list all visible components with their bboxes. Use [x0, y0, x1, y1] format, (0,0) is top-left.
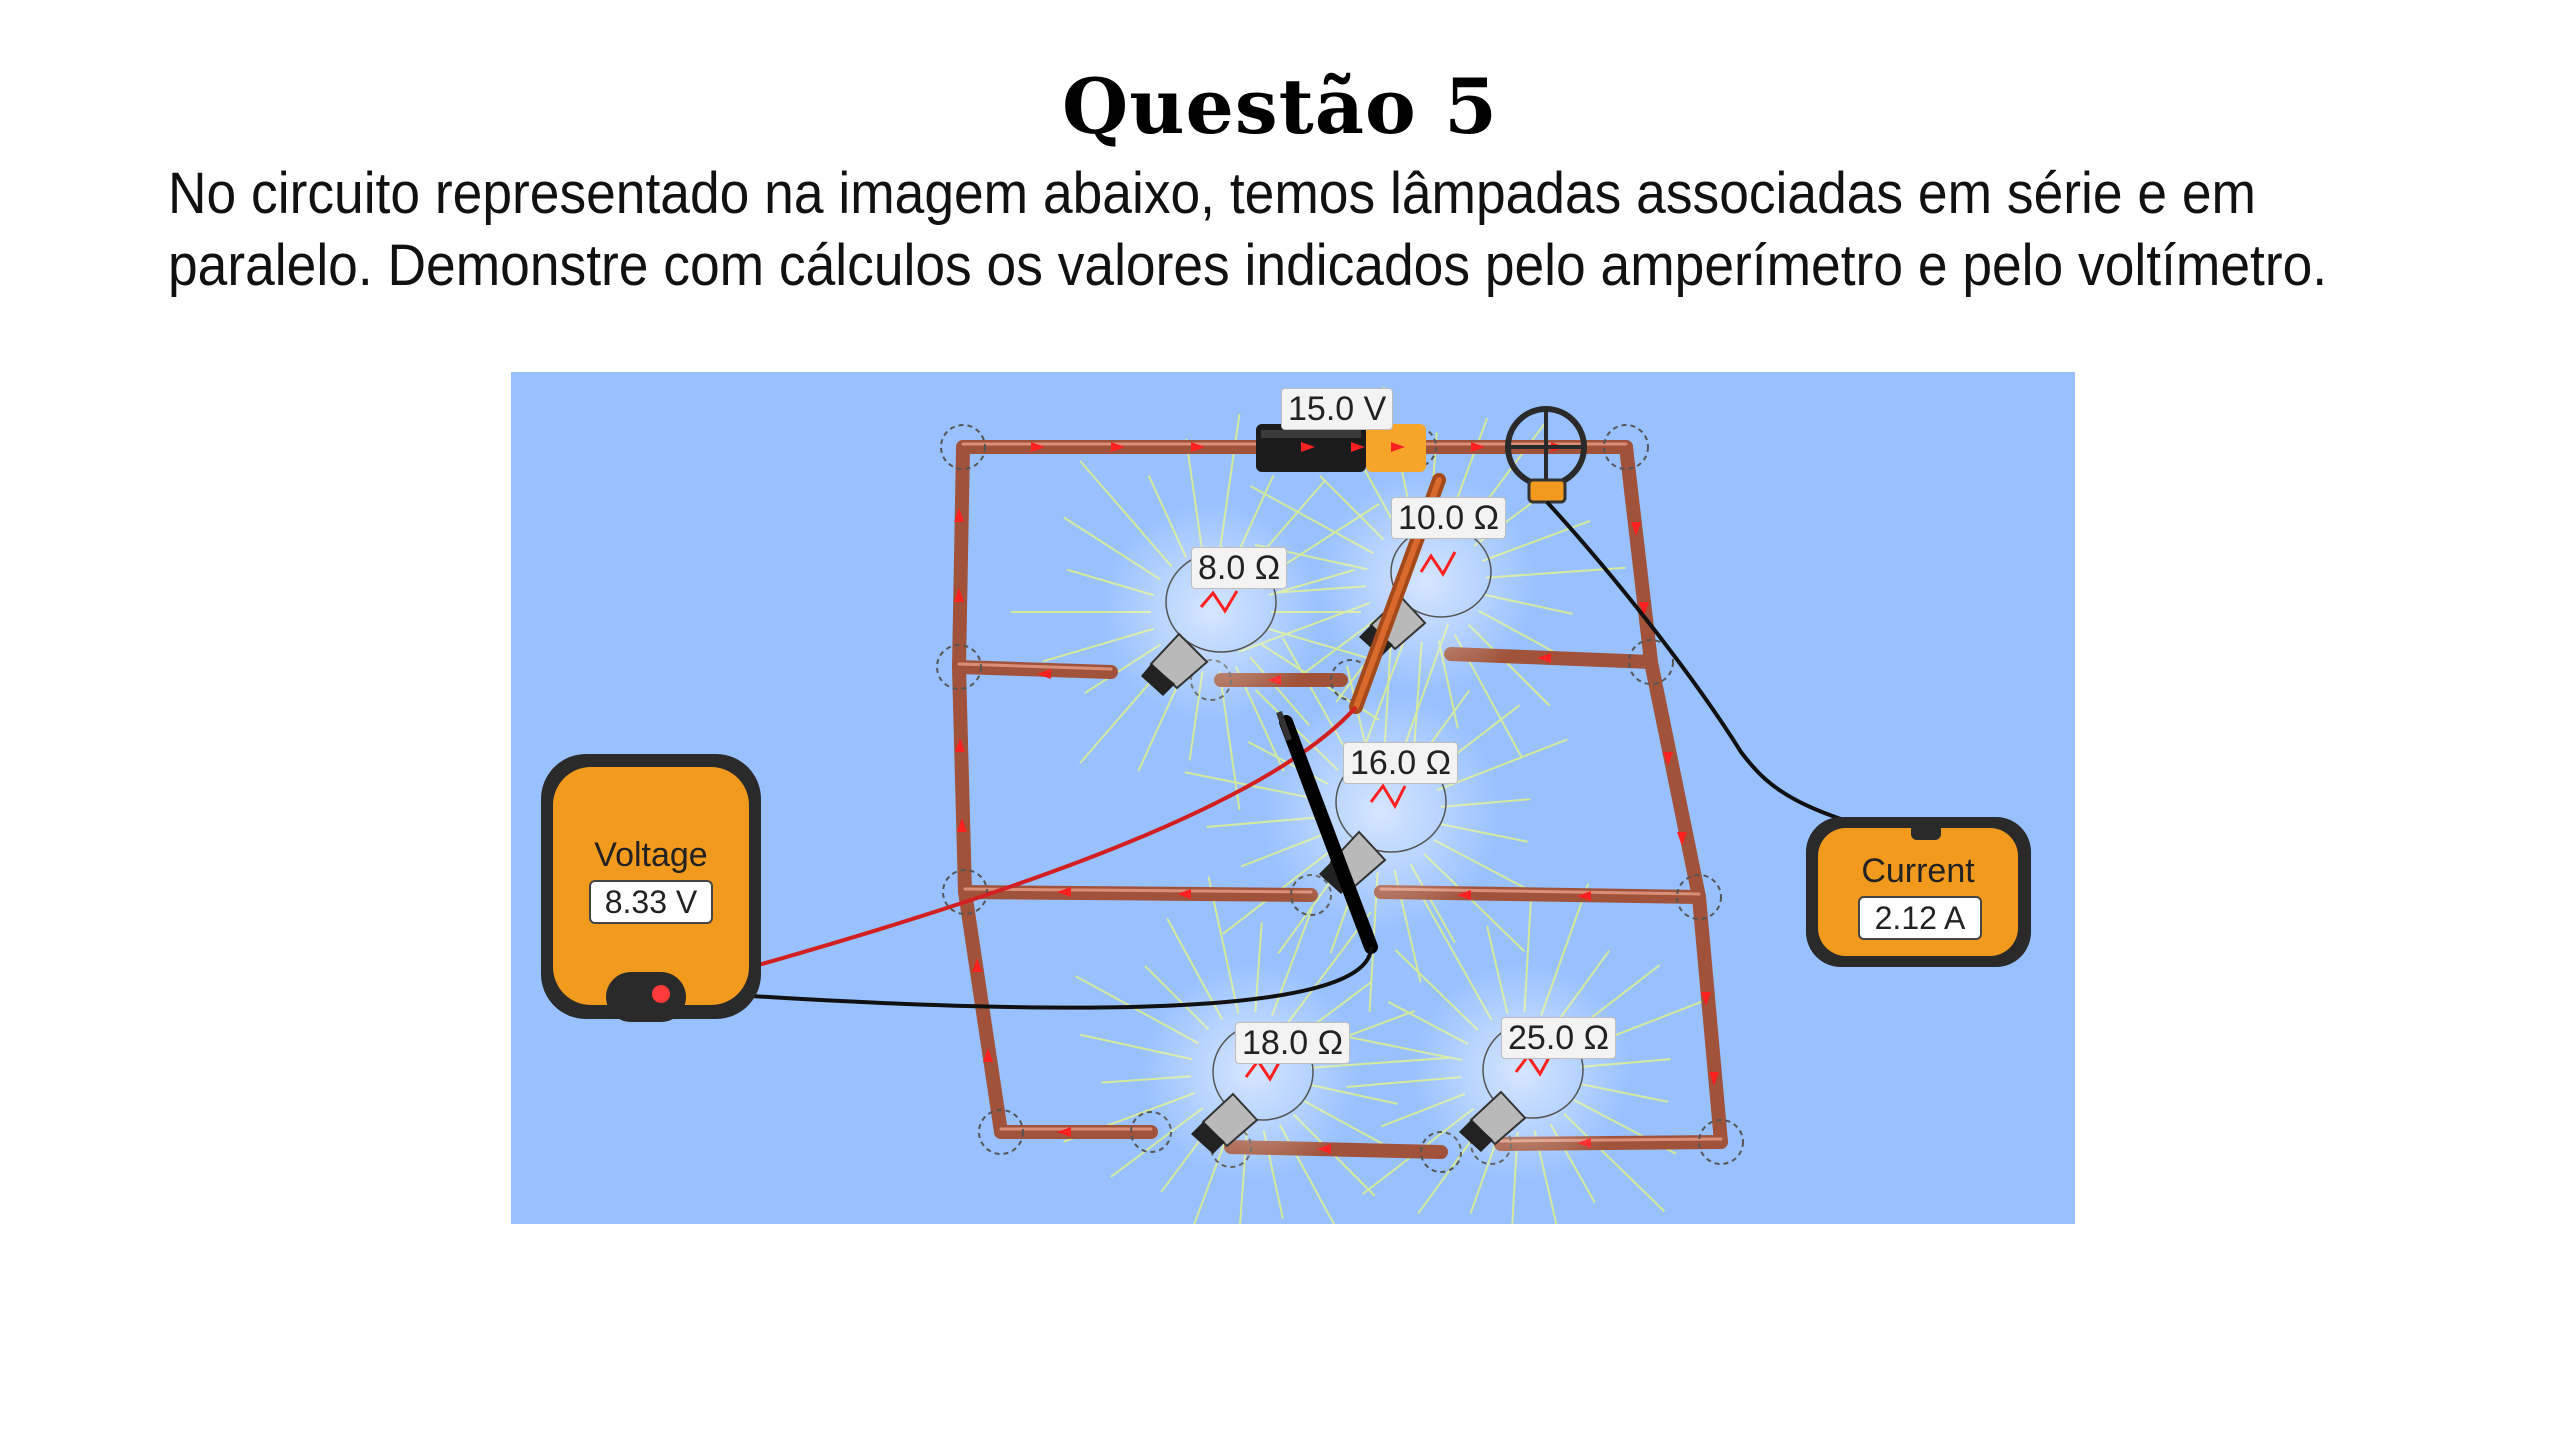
ammeter-reading: 2.12 A [1858, 896, 1982, 940]
bulb-bottom-right[interactable] [1411, 962, 1631, 1182]
question-text [168, 158, 2328, 302]
circuit-diagram [511, 372, 2075, 1224]
bulb-middle[interactable] [1261, 692, 1501, 932]
resistor-label-25ohm: 25.0 Ω [1501, 1017, 1616, 1059]
ammeter-device[interactable] [1806, 817, 2031, 967]
question-text-line-1: No circuito representado na imagem abaixo, temos lâmpadas associadas em série e em [168, 161, 2256, 226]
bulb-bottom-left[interactable] [1141, 962, 1361, 1182]
question-text-line-2: paralelo. Demonstre com cálculos os valores indicados pelo amperímetro e pelo voltímetro. [168, 233, 2328, 298]
ammeter-probe[interactable] [1506, 407, 1921, 842]
voltmeter-title: Voltage [594, 836, 708, 874]
ammeter-title: Current [1861, 852, 1975, 890]
bulb-top-left[interactable] [1101, 502, 1321, 722]
battery-label: 15.0 V [1281, 388, 1393, 430]
slide-title: Questão 5 [1062, 62, 1498, 151]
resistor-label-16ohm: 16.0 Ω [1343, 742, 1458, 784]
resistor-label-10ohm: 10.0 Ω [1391, 497, 1506, 539]
circuit-simulation [511, 372, 2075, 1224]
battery[interactable] [1256, 424, 1426, 472]
resistor-label-18ohm: 18.0 Ω [1235, 1022, 1350, 1064]
voltmeter-reading: 8.33 V [589, 880, 713, 924]
resistor-label-8ohm: 8.0 Ω [1191, 547, 1287, 589]
